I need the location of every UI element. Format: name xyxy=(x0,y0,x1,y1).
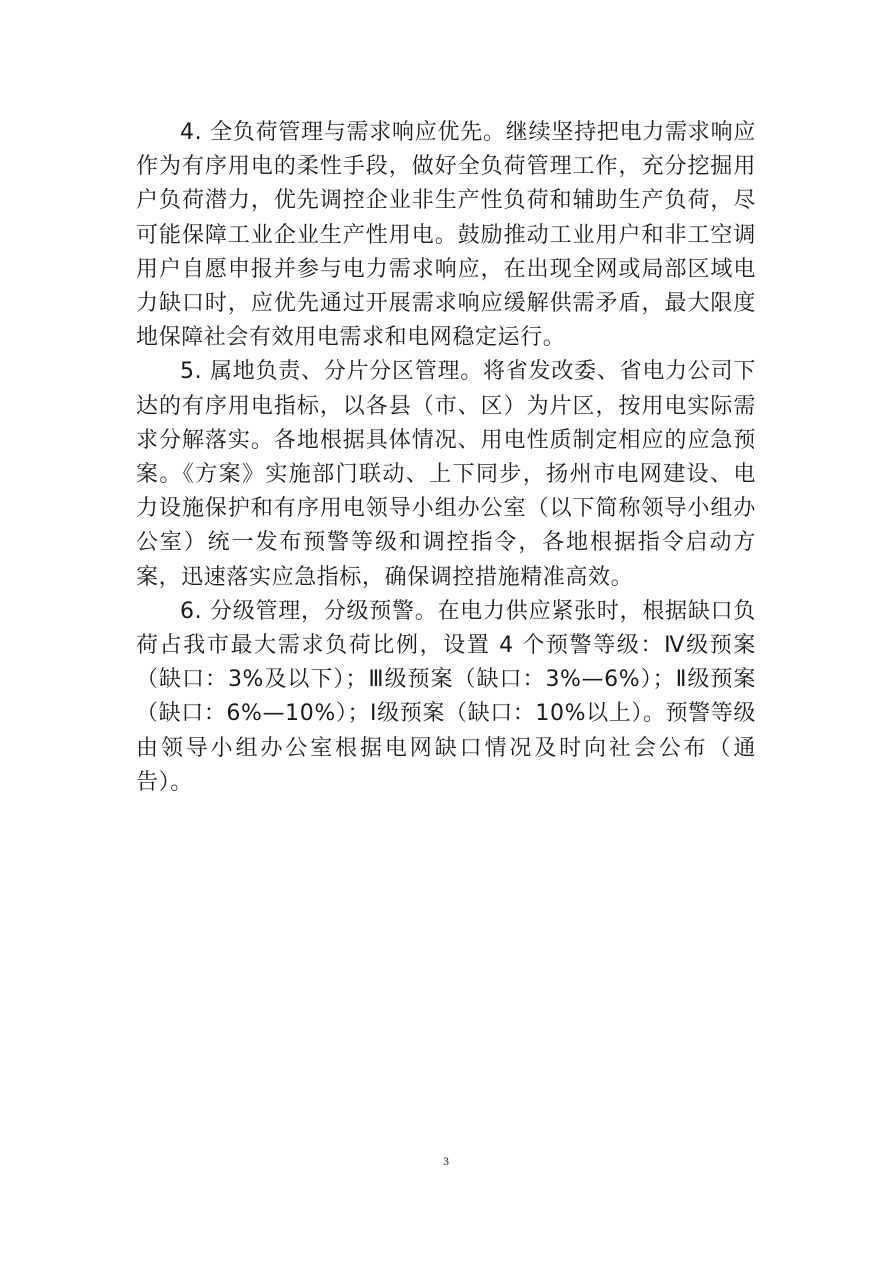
page-number: 3 xyxy=(443,1154,449,1168)
paragraph-demand-response: 4. 全负荷管理与需求响应优先。继续坚持把电力需求响应作为有序用电的柔性手段，做好全负荷管理工作，充分挖掘用户负荷潜力，优先调控企业非生产性负荷和辅助生产负荷，尽可能保障工业企业生产性用电。鼓励推动工业用户和非工空调用户自愿申报并参与电力需求响应，在出现全网或局部区域电力缺口时，应优先通过开展需求响应缓解供需矛盾，最大限度地保障社会有效用电需求和电网稳定运行。 xyxy=(136,120,756,351)
document-body xyxy=(136,116,756,800)
paragraph-territorial-management: 5. 属地负责、分片分区管理。将省发改委、省电力公司下达的有序用电指标，以各县（市、区）为片区，按用电实际需求分解落实。各地根据具体情况、用电性质制定相应的应急预案。《方案》实施部门联动、上下同步，扬州市电网建设、电力设施保护和有序用电领导小组办公室（以下简称领导小组办公室）统一发布预警等级和调控指令，各地根据指令启动方案，迅速落实应急指标，确保调控措施精准高效。 xyxy=(136,359,756,590)
paragraph-warning-levels: 6. 分级管理，分级预警。在电力供应紧张时，根据缺口负荷占我市最大需求负荷比例，设置 4 个预警等级：Ⅳ级预案（缺口：3%及以下）；Ⅲ级预案（缺口：3%—6%）；Ⅱ级预案（缺口：6%—10%）；Ⅰ级预案（缺口：10%以上）。预警等级由领导小组办公室根据电网缺口情况及时向社会公布（通告）。 xyxy=(136,598,756,795)
